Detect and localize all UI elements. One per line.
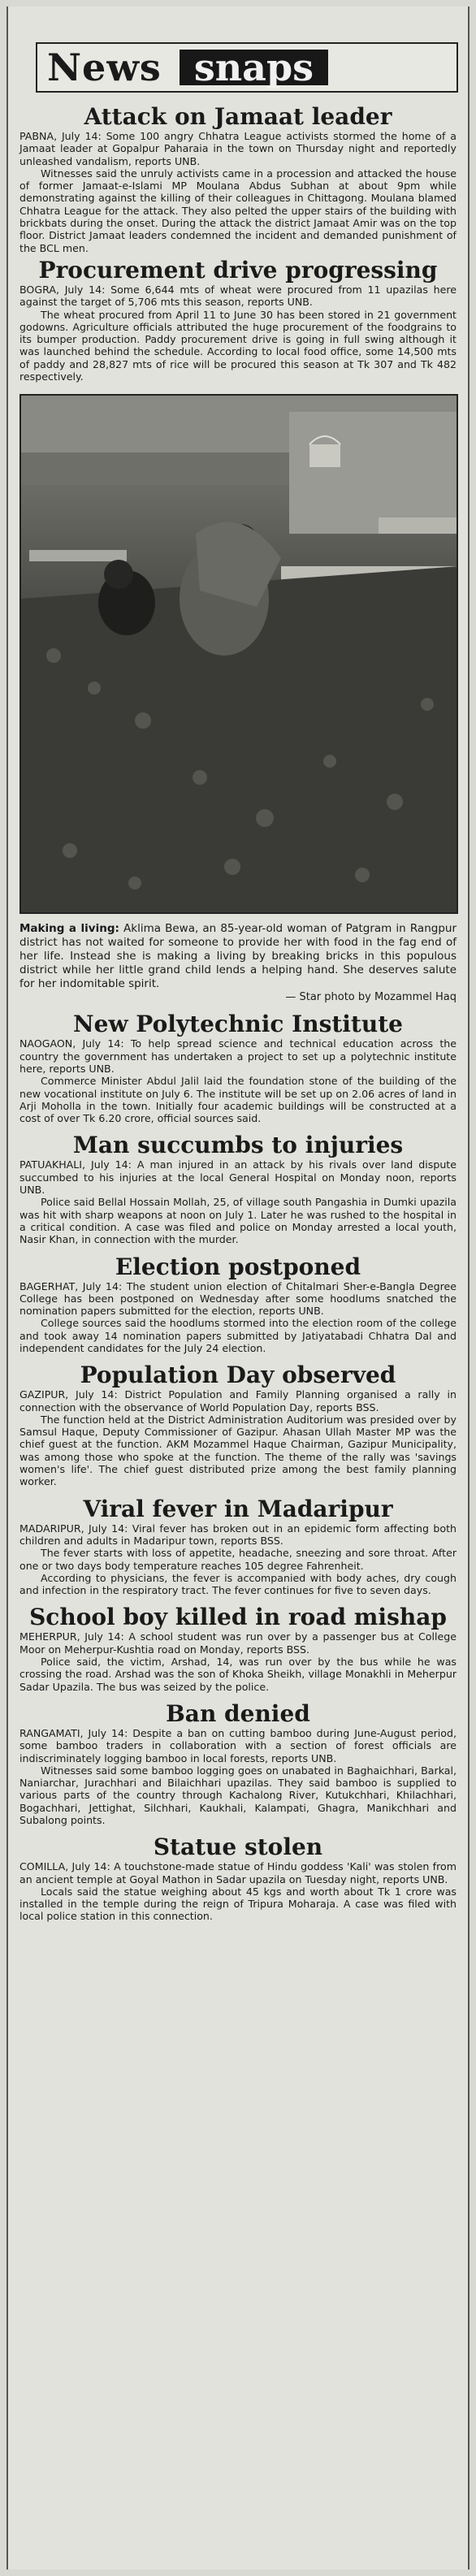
story-headline: Statue stolen bbox=[153, 1834, 323, 1861]
story-body bbox=[19, 130, 457, 254]
masthead-snaps: snaps bbox=[180, 50, 328, 85]
story-paragraph: Locals said the statue weighing about 45 kgs and worth about Tk 1 crore was installed in the temple during the reign of Tripura Moharaja. A case was filed with local police station in this connection. bbox=[19, 1885, 457, 1923]
story-statue-stolen bbox=[19, 1834, 457, 1922]
story-procurement-drive bbox=[19, 258, 457, 383]
story-body bbox=[19, 1388, 457, 1487]
story-paragraph: Witnesses said the unruly activists came in a procession and attacked the house of former Jamaat-e-Islami MP Moulana Abdus Subhan at about 9pm while demonstrating against the killing of their colleagues in Chittagong. Moulana blamed Chhatra League for the attack. They also pelted the upper stairs of the building with brickbats during the onset. During the attack the district Jamaat Amir was on the top floor. District Jamaat leaders condemned the incident and demanded punishment of the BCL men. bbox=[19, 167, 457, 254]
newspaper-page bbox=[6, 6, 470, 2570]
story-paragraph: RANGAMATI, July 14: Despite a ban on cutting bamboo during June-August period, some bamboo traders in collaboration with a section of forest officials are indiscriminately logging bamboo in local forests, reports UNB. bbox=[19, 1726, 457, 1764]
photo-credit: — Star photo by Mozammel Haq bbox=[285, 991, 457, 1004]
story-viral-fever bbox=[19, 1496, 457, 1597]
story-population-day bbox=[19, 1362, 457, 1487]
story-paragraph: Commerce Minister Abdul Jalil laid the foundation stone of the building of the new vocational institute on July 6. The institute will be set up on 2.06 acres of land in Arji Moholla in the town. Initially four academic buildings will be constructed at a cost of over Tk 6.20 crore, official sources said. bbox=[19, 1075, 457, 1125]
story-paragraph: NAOGAON, July 14: To help spread science and technical education across the country the government has undertaken a project to set up a polytechnic institute here, reports UNB. bbox=[19, 1037, 457, 1075]
story-headline: Procurement drive progressing bbox=[38, 256, 438, 284]
masthead bbox=[36, 42, 458, 93]
caption-lead: Making a living: bbox=[19, 922, 119, 936]
story-headline: Population Day observed bbox=[80, 1362, 396, 1389]
story-paragraph: PATUAKHALI, July 14: A man injured in an attack by his rivals over land dispute succumbed to his injuries at the local General Hospital on Monday noon, reports UNB. bbox=[19, 1158, 457, 1197]
photo-illustration bbox=[21, 396, 458, 914]
story-ban-denied bbox=[19, 1701, 457, 1826]
story-body bbox=[19, 1630, 457, 1692]
photo-caption bbox=[19, 922, 457, 991]
story-paragraph: BOGRA, July 14: Some 6,644 mts of wheat were procured from 11 upazilas here against the target of 5,706 mts this season, reports UNB. bbox=[19, 283, 457, 309]
story-body bbox=[19, 1727, 457, 1826]
story-paragraph: According to physicians, the fever is accompanied with body aches, dry cough and infection in the respiratory tract. The fever continues for five to seven days. bbox=[19, 1571, 457, 1597]
story-body bbox=[19, 1522, 457, 1597]
story-paragraph: PABNA, July 14: Some 100 angry Chhatra League activists stormed the home of a Jamaat leader at Gopalpur Paharaia in the town on Thursday night and reportedly unleashed vandalism, reports UNB. bbox=[19, 130, 457, 167]
story-body bbox=[19, 1860, 457, 1922]
story-body bbox=[19, 284, 457, 383]
story-paragraph: COMILLA, July 14: A touchstone-made statue of Hindu goddess 'Kali' was stolen from an ancient temple at Goyal Mathon in Sadar upazila on Tuesday night, reports UNB. bbox=[19, 1860, 457, 1885]
news-photo bbox=[19, 394, 458, 914]
story-headline: Election postponed bbox=[115, 1253, 361, 1280]
story-headline: Attack on Jamaat leader bbox=[84, 103, 392, 130]
story-paragraph: College sources said the hoodlums stormed into the election room of the college and took away 14 nomination papers submitted by Jatiyatabadi Chhatra Dal and independent candidates for the July 24 election. bbox=[19, 1317, 457, 1354]
story-paragraph: Police said, the victim, Arshad, 14, was run over by the bus while he was crossing the road. Arshad was the son of Khoka Sheikh, village Monakhli in Meherpur Sadar Upazila. The bus was seized by the police. bbox=[19, 1656, 457, 1693]
story-paragraph: Police said Bellal Hossain Mollah, 25, of village south Pangashia in Dumki upazila was hit with sharp weapons at noon on July 1. Later he was rushed to the hospital in a critical condition. A case was filed and police on Monday arrested a local youth, Nasir Khan, in connection with the murder. bbox=[19, 1196, 457, 1246]
story-attack-on-jamaat-leader bbox=[19, 104, 457, 254]
story-paragraph: MEHERPUR, July 14: A school student was run over by a passenger bus at College Moor on Meherpur-Kushtia road on Monday, reports BSS. bbox=[19, 1630, 457, 1656]
story-paragraph: Witnesses said some bamboo logging goes on unabated in Baghaichhari, Barkal, Naniarchar, Jurachhari and Bilaichhari upazilas. They said bamboo is supplied to various parts of the country through Kachalong River, Kutukchhari, Khilachhari, Bogachhari, Jettighat, Silchhari, Kaukhali, Kalampati, Ghagra, Manikchhari and Subalong points. bbox=[19, 1764, 457, 1826]
story-headline: Ban denied bbox=[166, 1699, 310, 1727]
story-paragraph: The fever starts with loss of appetite, headache, sneezing and sore throat. After one or two days body temperature reaches 105 degree Fahrenheit. bbox=[19, 1547, 457, 1572]
story-headline: Viral fever in Madaripur bbox=[83, 1495, 393, 1522]
story-paragraph: GAZIPUR, July 14: District Population and Family Planning organised a rally in connection with the observance of World Population Day, reports BSS. bbox=[19, 1388, 457, 1414]
masthead-news: News bbox=[47, 45, 162, 89]
story-body bbox=[19, 1037, 457, 1124]
story-paragraph: The wheat procured from April 11 to June 30 has been stored in 21 government godowns. Agriculture officials attributed the huge procurement of the foodgrains to its bumper production. Paddy procurement drive is going in full swing although it was launched behind the schedule. According to local food office, some 14,500 mts of paddy and 28,827 mts of rice will be procured this season at Tk 307 and Tk 482 respectively. bbox=[19, 308, 457, 383]
story-paragraph: The function held at the District Administration Auditorium was presided over by Samsul Haque, Deputy Commissioner of Gazipur. Ahasan Ullah Master MP was the chief guest at the function. AKM Mozammel Haque Chairman, Gazipur Municipality, was among those who spoke at the function. The theme of the rally was 'savings women's life'. The chief guest distributed prize among the best family planning worker. bbox=[19, 1413, 457, 1488]
story-headline: School boy killed in road mishap bbox=[29, 1604, 447, 1631]
caption-text: Aklima Bewa, an 85-year-old woman of Patgram in Rangpur district has not waited for someone to provide her with food in the fag end of her life. Instead she is making a living by breaking bricks in this populous district while her little grand child lends a helping hand. She deserves salute for her indomitable spirit. bbox=[19, 922, 457, 991]
story-man-succumbs bbox=[19, 1132, 457, 1245]
story-new-polytechnic-institute bbox=[19, 1011, 457, 1124]
story-election-postponed bbox=[19, 1254, 457, 1355]
story-headline: New Polytechnic Institute bbox=[73, 1011, 403, 1038]
story-body bbox=[19, 1158, 457, 1245]
story-school-boy-killed bbox=[19, 1604, 457, 1692]
story-body bbox=[19, 1280, 457, 1355]
story-paragraph: MADARIPUR, July 14: Viral fever has broken out in an epidemic form affecting both children and adults in Madaripur town, reports BSS. bbox=[19, 1522, 457, 1547]
story-headline: Man succumbs to injuries bbox=[72, 1132, 404, 1159]
story-paragraph: BAGERHAT, July 14: The student union election of Chitalmari Sher-e-Bangla Degree College has been postponed on Wednesday after some hoodlums snatched the nomination papers submitted for the election, reports UNB. bbox=[19, 1279, 457, 1318]
